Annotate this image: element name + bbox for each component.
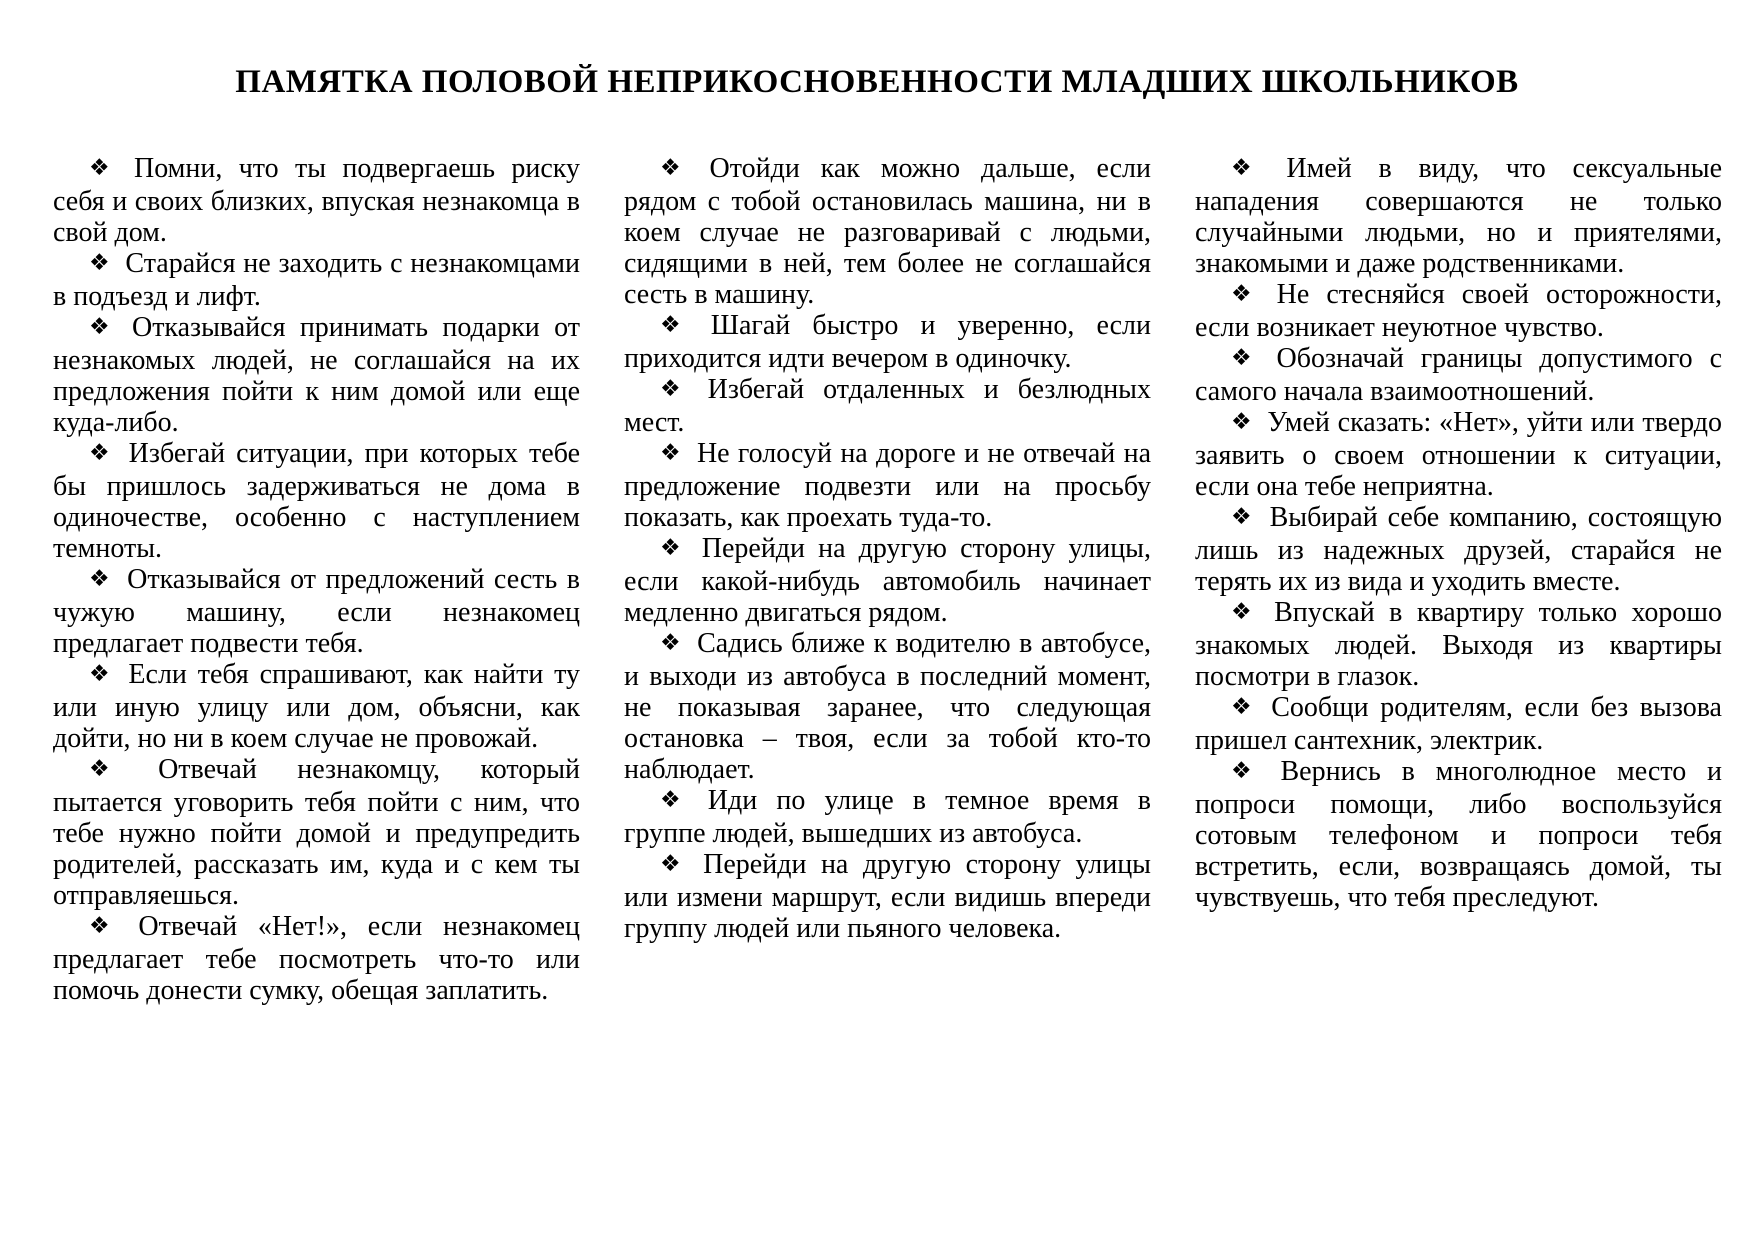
document-title: ПАМЯТКА ПОЛОВОЙ НЕПРИКОСНОВЕННОСТИ МЛАДШИХ ШКОЛЬНИКОВ [235,64,1519,100]
diamond-bullet-icon: ❖ [89,440,114,466]
diamond-bullet-icon: ❖ [1231,345,1262,371]
memo-item-text: Иди по улице в темное время в группе людей, вышедших из автобуса. [624,785,1151,849]
memo-item-text: Отвечай незнакомцу, который пытается уговорить тебя пойти с ним, что тебе нужно пойти домой и предупредить родителей, рассказать им, куда и с кем ты отправляешься. [53,754,580,911]
diamond-bullet-icon: ❖ [89,250,111,276]
diamond-bullet-icon: ❖ [89,314,117,340]
diamond-bullet-icon: ❖ [1231,504,1255,530]
column-2 [624,153,1151,1006]
memo-item-text: Отказывайся от предложений сесть в чужую машину, если незнакомец предлагает подвести тебя. [53,564,580,659]
memo-item-text: Перейди на другую сторону улицы или измени маршрут, если видишь впереди группу людей или пьяного человека. [624,849,1151,944]
memo-item [53,438,580,564]
memo-item-text: Сообщи родителям, если без вызова пришел сантехник, электрик. [1195,692,1722,756]
memo-item [53,153,580,248]
memo-item [1195,343,1722,407]
diamond-bullet-icon: ❖ [89,661,114,687]
diamond-bullet-icon: ❖ [660,376,693,402]
memo-item [1195,279,1722,343]
diamond-bullet-icon: ❖ [660,440,682,466]
column-1 [53,153,580,1006]
memo-item [624,374,1151,438]
diamond-bullet-icon: ❖ [660,630,683,656]
memo-item [53,312,580,438]
memo-item [624,628,1151,785]
diamond-bullet-icon: ❖ [1231,409,1253,435]
memo-item [624,438,1151,533]
diamond-bullet-icon: ❖ [1231,155,1272,181]
memo-item [624,153,1151,310]
memo-item [1195,153,1722,279]
memo-item-text: Избегай ситуации, при которых тебе бы пришлось задерживаться не дома в одиночестве, особенно с наступлением темноты. [53,438,580,564]
memo-item-text: Впускай в квартиру только хорошо знакомых людей. Выходя из квартиры посмотри в глазок. [1195,597,1722,692]
memo-item-text: Старайся не заходить с незнакомцами в подъезд и лифт. [53,248,581,312]
memo-item [1195,407,1722,502]
diamond-bullet-icon: ❖ [1231,694,1257,720]
memo-item-text: Не голосуй на дороге и не отвечай на предложение подвезти или на просьбу показать, как проехать туда-то. [624,438,1152,533]
memo-item-text: Перейди на другую сторону улицы, если какой-нибудь автомобиль начинает медленно двигаться рядом. [624,533,1151,628]
memo-item [53,248,580,312]
memo-item-text: Обозначай границы допустимого с самого начала взаимоотношений. [1195,343,1722,407]
memo-item [1195,692,1722,756]
memo-item [624,310,1151,374]
memo-item-text: Выбирай себе компанию, состоящую лишь из надежных друзей, старайся не терять их из вида и уходить вместе. [1195,502,1722,597]
memo-item-text: Садись ближе к водителю в автобусе, и выходи из автобуса в последний момент, не показывая заранее, что следующая остановка – твоя, если за тобой кто-то наблюдает. [624,628,1151,785]
memo-item-text: Если тебя спрашивают, как найти ту или иную улицу или дом, объясни, как дойти, но ни в коем случае не провожай. [53,659,580,754]
diamond-bullet-icon: ❖ [660,787,693,813]
memo-item [624,533,1151,628]
memo-item [53,754,580,911]
memo-item-text: Отвечай «Нет!», если незнакомец предлагает тебе посмотреть что-то или помочь донести сумку, обещая заплатить. [53,911,581,1006]
memo-item [624,785,1151,849]
diamond-bullet-icon: ❖ [89,756,144,782]
memo-item [53,659,580,754]
memo-item [53,564,580,659]
memo-item-text: Отказывайся принимать подарки от незнакомых людей, не соглашайся на их предложения пойти к ним домой или еще куда-либо. [53,312,580,438]
diamond-bullet-icon: ❖ [1231,758,1266,784]
diamond-bullet-icon: ❖ [660,155,695,181]
diamond-bullet-icon: ❖ [89,155,119,181]
diamond-bullet-icon: ❖ [660,312,696,338]
memo-item-text: Шагай быстро и уверенно, если приходится идти вечером в одиночку. [624,310,1152,374]
memo-item-text: Не стесняйся своей осторожности, если возникает неуютное чувство. [1195,279,1723,343]
diamond-bullet-icon: ❖ [89,566,113,592]
diamond-bullet-icon: ❖ [89,913,124,939]
column-3 [1195,153,1722,1006]
memo-item-text: Имей в виду, что сексуальные нападения совершаются не только случайными людьми, но и приятелями, знакомыми и даже родственниками. [1195,153,1722,279]
memo-item-text: Умей сказать: «Нет», уйти или твердо заявить о своем отношении к ситуации, если она тебе неприятна. [1195,407,1722,502]
diamond-bullet-icon: ❖ [660,851,689,877]
memo-item [53,911,580,1006]
memo-item [1195,502,1722,597]
memo-item [624,849,1151,944]
diamond-bullet-icon: ❖ [1231,599,1260,625]
memo-item-text: Отойди как можно дальше, если рядом с тобой остановилась машина, ни в коем случае не разговаривай с людьми, сидящими в ней, тем более не соглашайся сесть в машину. [624,153,1152,310]
memo-item-text: Помни, что ты подвергаешь риску себя и своих близких, впуская незнакомца в свой дом. [53,153,580,248]
diamond-bullet-icon: ❖ [660,535,687,561]
memo-item [1195,756,1722,913]
memo-item [1195,597,1722,692]
memo-item-text: Избегай отдаленных и безлюдных мест. [624,374,1151,438]
memo-item-text: Вернись в многолюдное место и попроси помощи, либо воспользуйся сотовым телефоном и попроси тебя встретить, если, возвращаясь домой, ты чувствуешь, что тебя преследуют. [1195,756,1723,913]
diamond-bullet-icon: ❖ [1231,281,1262,307]
columns-container [53,153,1754,1006]
